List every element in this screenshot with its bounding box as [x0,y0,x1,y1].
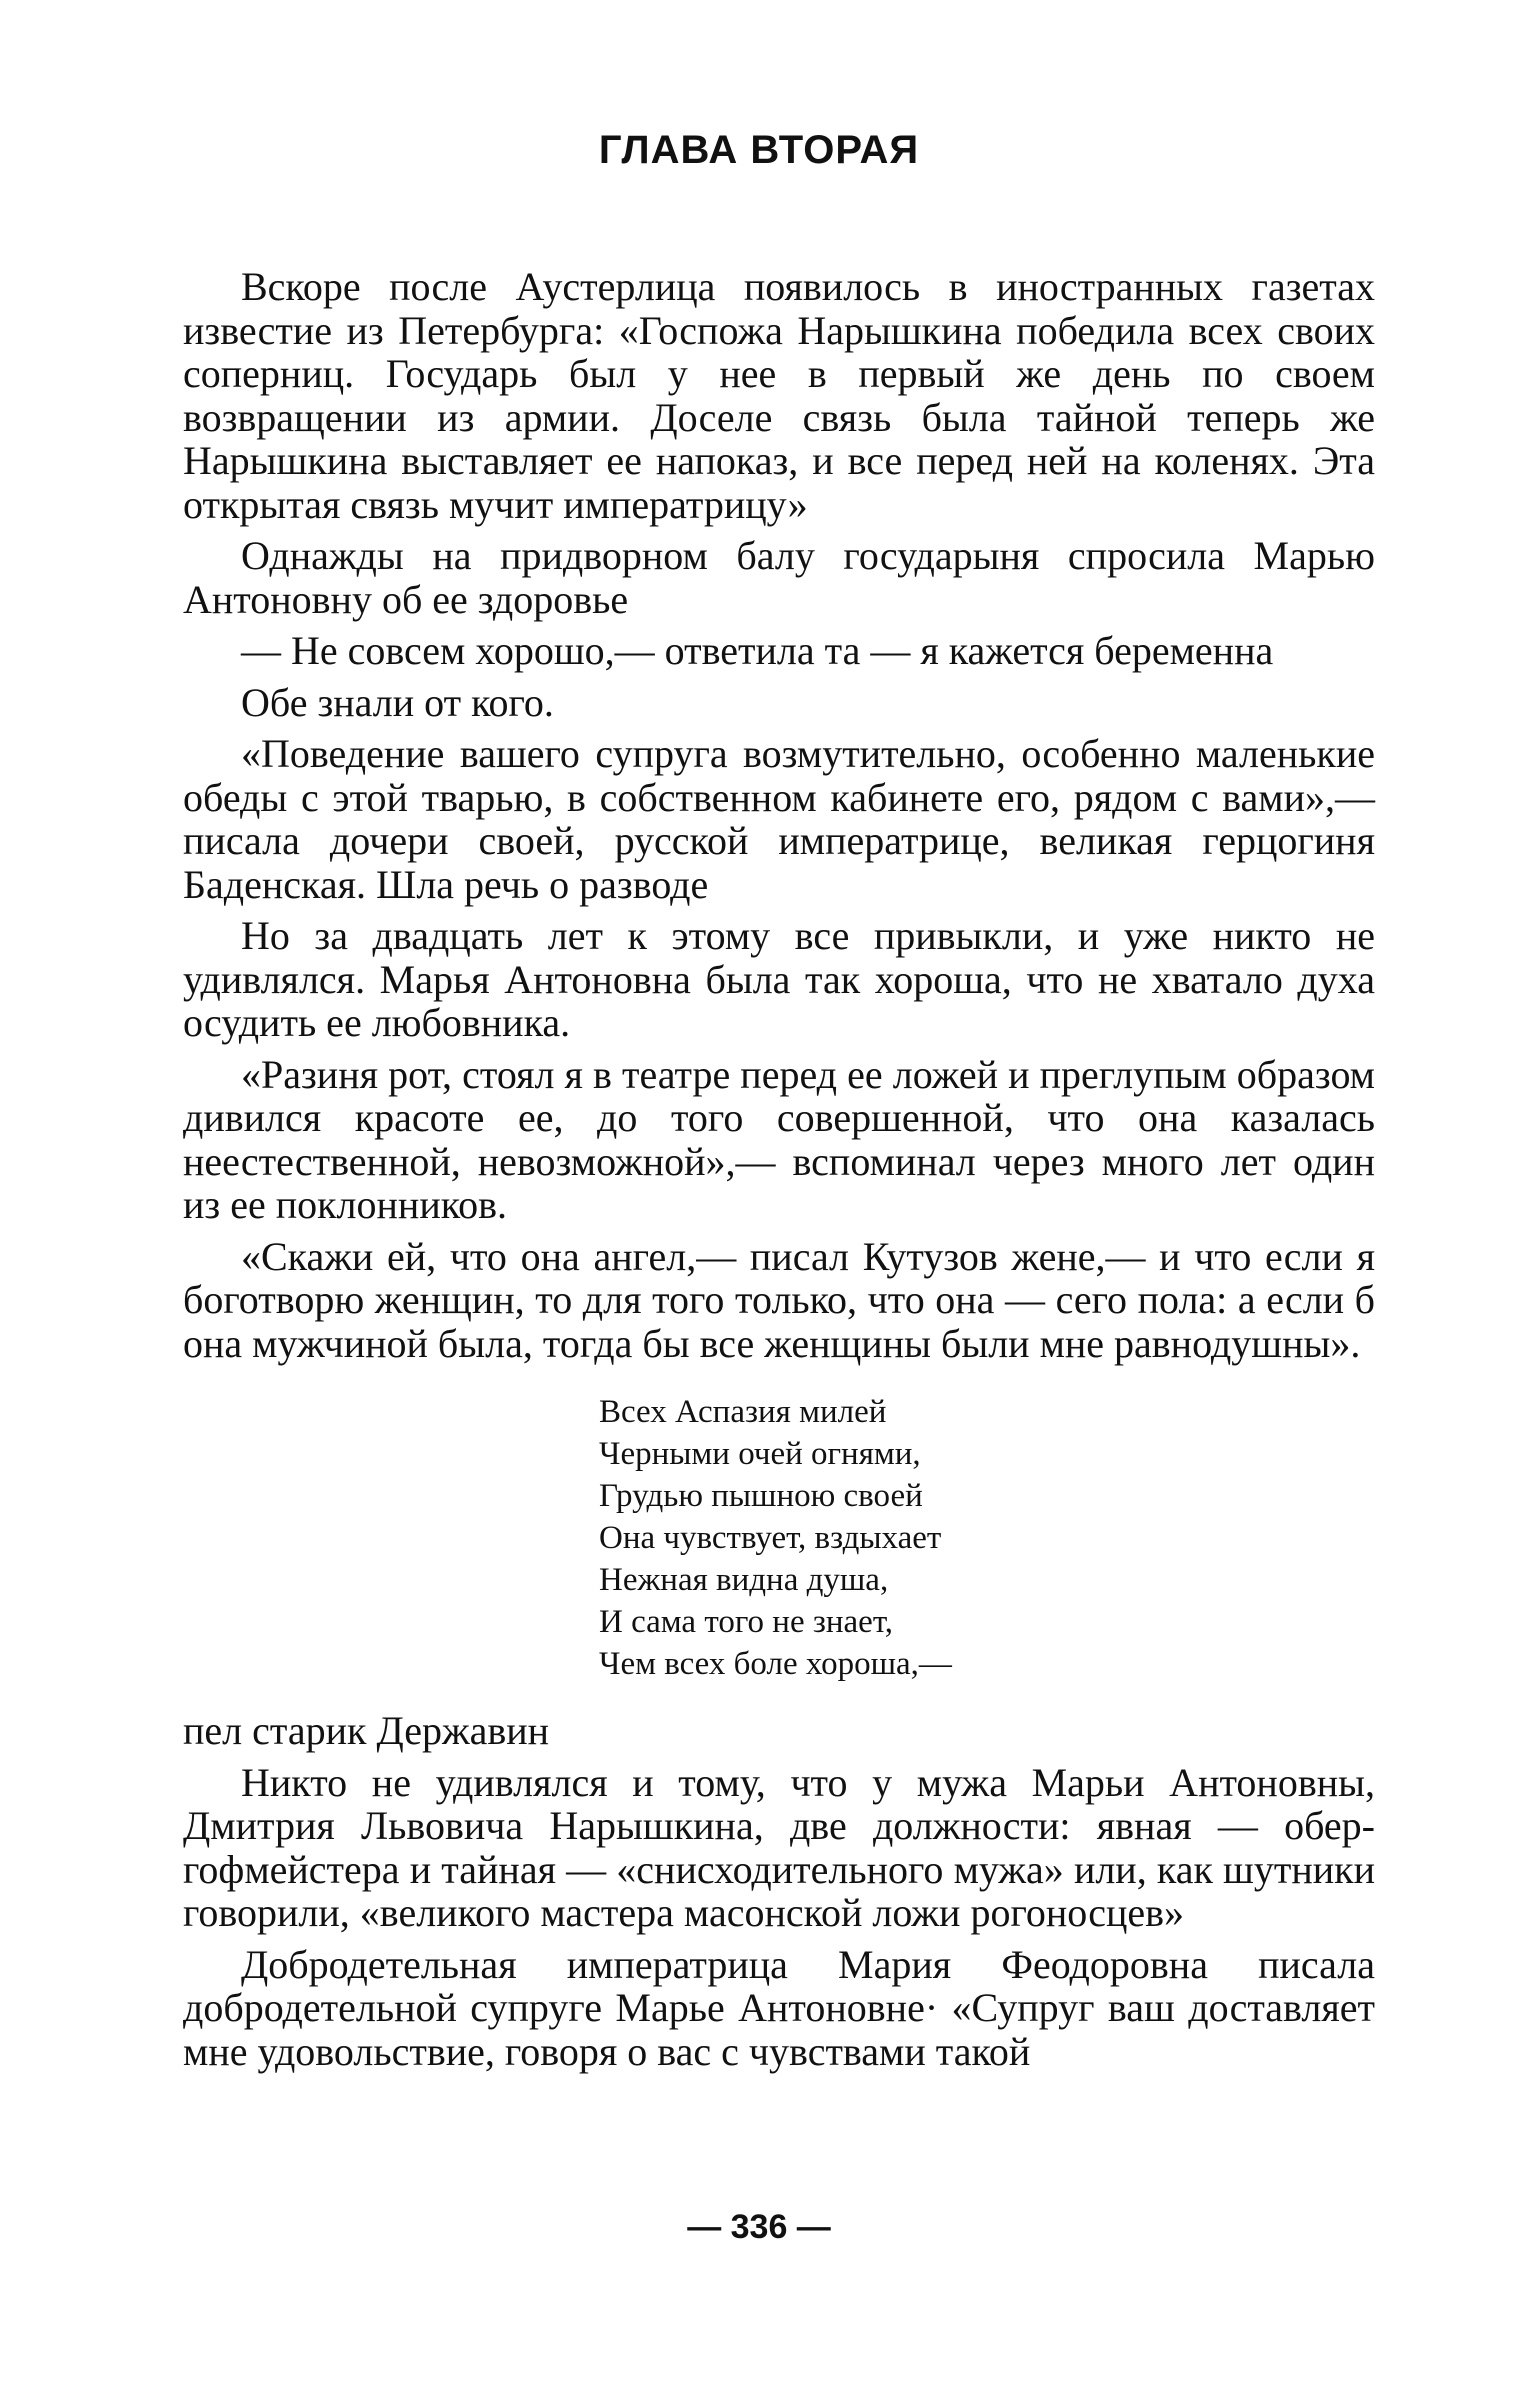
paragraph: Однажды на придворном балу государыня спросила Марью Антоновну об ее здоровье [183,533,1375,622]
paragraph: Добродетельная императрица Мария Феодоровна писала добродетельной супруге Марье Антоновне· «Супруг ваш доставляет мне удовольствие, говоря о вас с чувствами такой [183,1941,1375,2074]
verse-line: Грудью пышною своей [599,1478,923,1514]
quote-paragraph: «Разиня рот, стоял я в театре перед ее ложей и преглупым образом дивился красоте ее, до того совершенной, что она казалась неестественной, невозможной»,— вспоминал через много лет один из ее поклонников. [183,1051,1375,1227]
verse-line: Чем всех боле хороша,— [599,1646,952,1682]
paragraph: Обе знали от кого. [241,679,554,725]
verse-line: Черными очей огнями, [599,1436,921,1472]
quote-paragraph: «Скажи ей, что она ангел,— писал Кутузов жене,— и что если я боготворю женщин, то для того только, что она — сего пола: а если б она мужчиной была, тогда бы все женщины были мне равнодушны». [183,1233,1375,1366]
verse-line: И сама того не знает, [599,1604,894,1640]
verse-line: Она чувствует, вздыхает [599,1520,942,1556]
body-text [183,265,1375,2081]
dialogue-paragraph: — Не совсем хорошо,— ответила та — я кажется беременна [241,628,1274,673]
poem-verse [599,1391,1375,1685]
paragraph: Но за двадцать лет к этому все привыкли, и уже никто не удивлялся. Марья Антоновна была так хороша, что не хватало духа осудить ее любовника. [183,913,1375,1045]
verse-line: Нежная видна душа, [599,1562,889,1598]
verse-attribution: пел старик Державин [183,1708,550,1753]
chapter-title: ГЛАВА ВТОРАЯ [598,128,920,172]
verse-line: Всех Аспазия милей [599,1394,887,1430]
paragraph: Вскоре после Аустерлица появилось в иностранных газетах известие из Петербурга: «Госпожа Нарышкина победила всех своих соперниц. Государь был у нее в первый же день по своем возвращении из армии. Доселе связь была тайной теперь же Нарышкина выставляет ее напоказ, и все перед ней на коленях. Эта открытая связь мучит императрицу» [183,264,1375,527]
paragraph: Никто не удивлялся и тому, что у мужа Марьи Антоновны, Дмитрия Львовича Нарышкина, две должности: явная — обер-гофмейстера и тайная — «снисходительного мужа» или, как шутники говорили, «великого мастера масонской ложи рогоносцев» [183,1759,1375,1935]
page-number: — 336 — [687,2208,831,2246]
quote-paragraph: «Поведение вашего супруга возмутительно, особенно маленькие обеды с этой тварью, в собственном кабинете его, рядом с вами»,— писала дочери своей, русской императрице, великая герцогиня Баденская. Шла речь о разводе [183,731,1375,907]
